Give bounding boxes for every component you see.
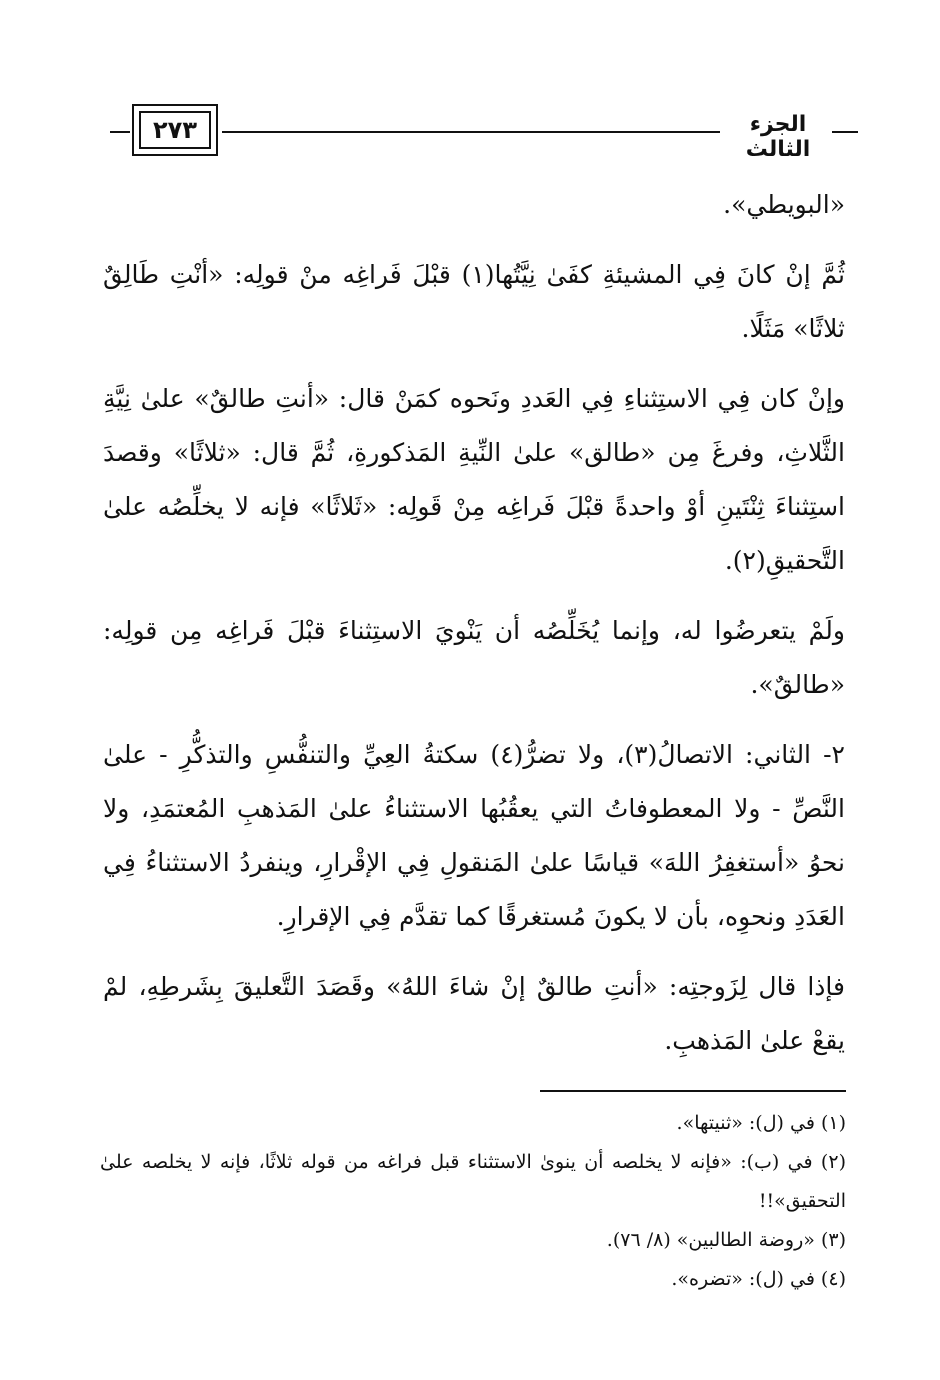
paragraph: «البويطي». — [723, 190, 845, 219]
paragraph: فإذا قال لِزَوجتِه: «أنتِ طالقٌ إنْ شاءَ اللهُ» وقَصَدَ التَّعليقَ بِشَرطِهِ، لمْ يقعْ علىٰ المَذهبِ. — [103, 972, 845, 1055]
paragraph: ٢- الثاني: الاتصالُ(٣)، ولا تضرُّ(٤) سكتةُ العِيِّ والتنفُّسِ والتذكُّرِ - علىٰ النَّصِّ - ولا المعطوفاتُ التي يعقُبُها الاستثناءُ علىٰ المَذهبِ المُعتمَدِ، ولا نحوُ «أستغفِرُ اللهَ» قياسًا علىٰ المَنقولِ فِي الإقْرارِ، وينفردُ الاستثناءُ فِي العَدَدِ ونحوِه، بأن لا يكونَ مُستغرقًا كما تقدَّم فِي الإقرارِ. — [103, 740, 845, 931]
header-rule-right — [832, 131, 858, 133]
paragraph: وإنْ كان فِي الاستِثناءِ فِي العَددِ ونَحوه كمَنْ قال: «أنتِ طالقٌ» علىٰ نِيَّةِ الثَّلاثِ، وفرغَ مِن «طالق» علىٰ النِّيةِ المَذكورةِ، ثُمَّ قال: «ثلاثًا» وقصدَ استِثناءَ ثِنْتَينِ أوْ واحدةً قبْلَ فَراغِه مِنْ قَولِه: «ثَلاثًا» فإنه لا يخلِّصُه علىٰ التَّحقيقِ(٢). — [103, 384, 845, 575]
footnote: (٤) في (ل): «تضره». — [671, 1268, 846, 1290]
footnote: (١) في (ل): «ثنيتها». — [676, 1112, 846, 1134]
footnote: (٢) في (ب): «فإنه لا يخلصه أن ينوىٰ الاستثناء قبل فراغه من قوله ثلاثًا، فإنه لا يخلصه علىٰ التحقيق»!! — [100, 1151, 846, 1212]
footnote: (٣) «روضة الطالبين» (٨/ ٧٦). — [606, 1229, 846, 1251]
header-rule-left — [110, 131, 130, 133]
header-rule — [222, 131, 720, 133]
paragraph: ولَمْ يتعرضُوا له، وإنما يُخَلِّصُه أن يَنْويَ الاستِثناءَ قبْلَ فَراغِه مِن قولِه: «طالقٌ». — [103, 616, 845, 699]
footnotes — [100, 1104, 846, 1299]
running-header-title: الجزء الثالث — [745, 112, 811, 162]
page-number: ٢٧٣ — [139, 111, 211, 149]
main-text — [103, 178, 845, 1084]
footnote-separator — [540, 1090, 846, 1092]
paragraph: ثُمَّ إنْ كانَ فِي المشيئةِ كفَىٰ نِيَّتُها(١) قبْلَ فَراغِه منْ قولِه: «أنْتِ طَالِقٌ ثلاثًا» مَثَلًا. — [103, 260, 845, 343]
page-number-frame — [132, 104, 218, 156]
